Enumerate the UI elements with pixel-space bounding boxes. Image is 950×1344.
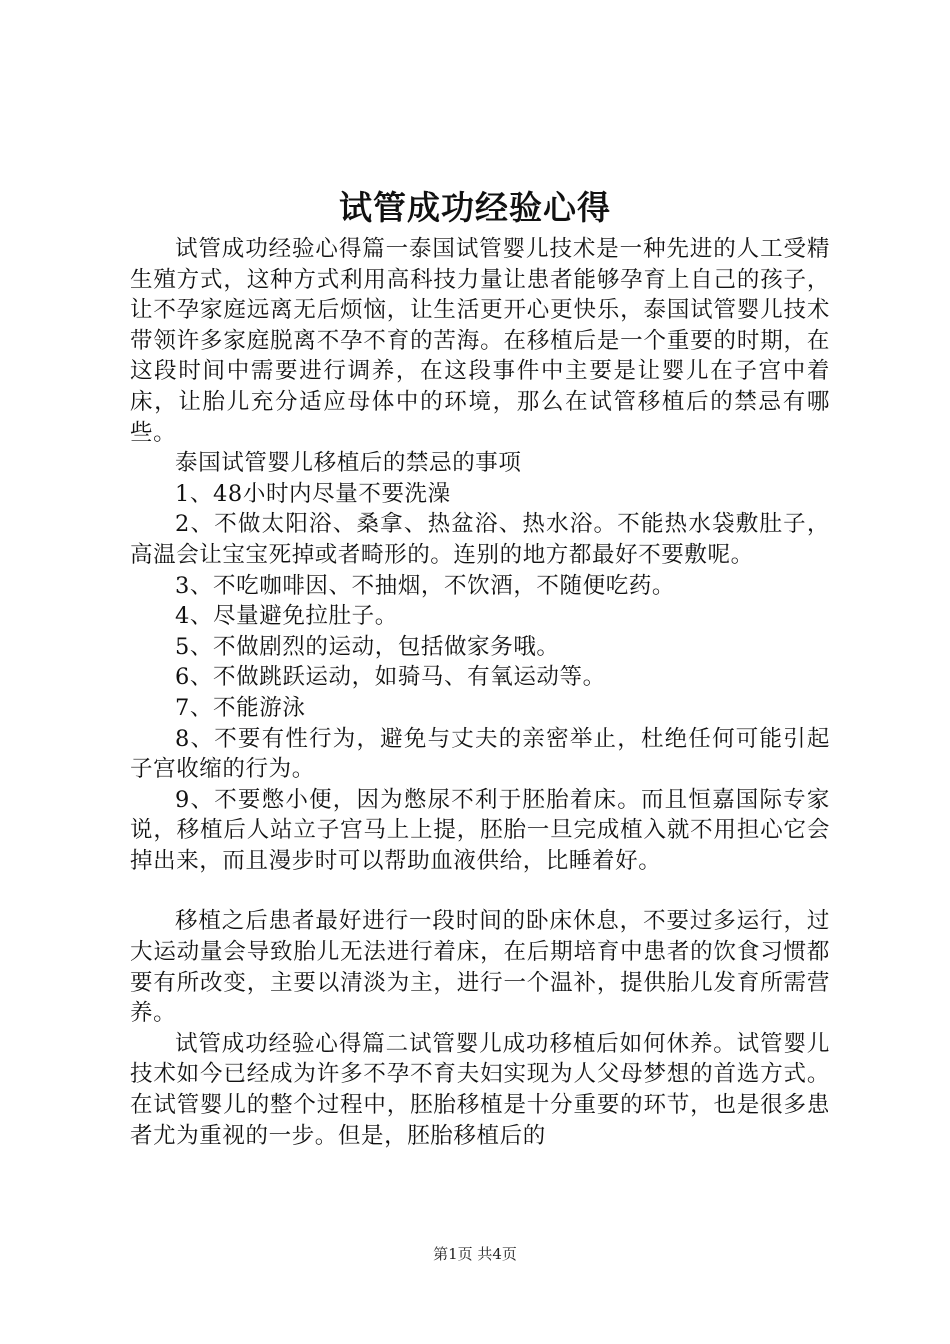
list-item-6: 6、不做跳跃运动，如骑马、有氧运动等。 xyxy=(175,664,606,691)
list-item-5: 5、不做剧烈的运动，包括做家务哦。 xyxy=(175,633,560,660)
document-title: 试管成功经验心得 xyxy=(339,188,611,227)
paragraph-rest-advice: 移植之后患者最好进行一段时间的卧床休息，不要过多运行，过大运动量会导致胎儿无法进行着床，在后期培育中患者的饮食习惯都要有所改变，主要以清淡为主，进行一个温补，提供胎儿发育所需营养。 xyxy=(130,908,830,1027)
list-item-2: 2、不做太阳浴、桑拿、热盆浴、热水浴。不能热水袋敷肚子，高温会让宝宝死掉或者畸形的。连别的地方都最好不要敷呢。 xyxy=(130,511,830,568)
list-item-7: 7、不能游泳 xyxy=(175,694,306,721)
list-item-4: 4、尽量避免拉肚子。 xyxy=(175,603,398,630)
document-body xyxy=(130,234,830,1151)
page-footer: 第1页 共4页 xyxy=(433,1245,517,1263)
list-item-3: 3、不吃咖啡因、不抽烟，不饮酒，不随便吃药。 xyxy=(175,572,676,599)
paragraph-taboo-heading: 泰国试管婴儿移植后的禁忌的事项 xyxy=(175,450,522,477)
paragraph-part-two: 试管成功经验心得篇二试管婴儿成功移植后如何休养。试管婴儿技术如今已经成为许多不孕不育夫妇实现为人父母梦想的首选方式。在试管婴儿的整个过程中，胚胎移植是十分重要的环节，也是很多患者尤为重视的一步。但是，胚胎移植后的 xyxy=(130,1030,830,1149)
list-item-8: 8、不要有性行为，避免与丈夫的亲密举止，杜绝任何可能引起子宫收缩的行为。 xyxy=(130,725,830,783)
list-item-9: 9、不要憋小便，因为憋尿不利于胚胎着床。而且恒嘉国际专家说，移植后人站立子宫马上上提，胚胎一旦完成植入就不用担心它会掉出来，而且漫步时可以帮助血液供给，比睡着好。 xyxy=(130,786,830,874)
paragraph-intro: 试管成功经验心得篇一泰国试管婴儿技术是一种先进的人工受精生殖方式，这种方式利用高科技力量让患者能够孕育上自己的孩子，让不孕家庭远离无后烦恼，让生活更开心更快乐，泰国试管婴儿技术带领许多家庭脱离不孕不育的苦海。在移植后是一个重要的时期，在这段时间中需要进行调养，在这段事件中主要是让婴儿在子宫中着床，让胎儿充分适应母体中的环境，那么在试管移植后的禁忌有哪些。 xyxy=(130,236,830,446)
list-item-1: 1、48小时内尽量不要洗澡 xyxy=(175,480,451,507)
